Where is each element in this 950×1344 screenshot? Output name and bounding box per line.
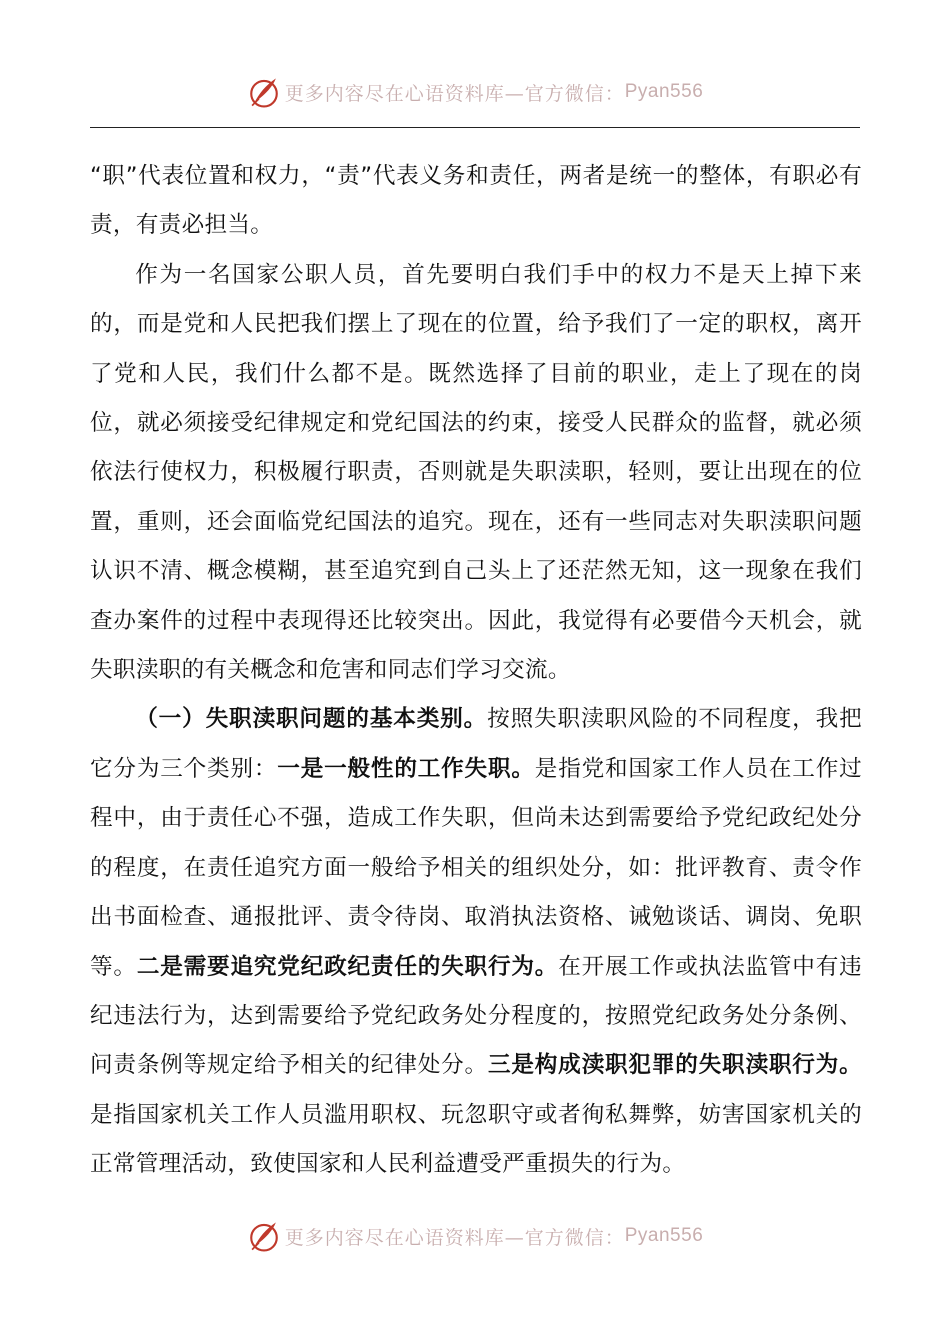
watermark-text: 更多内容尽在心语资料库—官方微信： — [284, 1226, 625, 1249]
quill-logo-icon — [247, 75, 281, 109]
text-run: 是指党和国家工作人员在工作过程中，由于责任心不强，造成工作失职，但尚未达到需要给予党纪政纪处分的程度，在责任追究方面一般给予相关的组织处分，如：批评教育、责令作出书面检查、通报批评、责令待岗、取消执法资格、诫勉谈话、调岗、免职等。 — [90, 755, 862, 980]
text-run: 按照失职渎职风险的不同程度，我把它分为三个类别： — [90, 706, 862, 782]
document-body — [90, 152, 862, 1190]
bold-phrase: 二是需要追究党纪政纪责任的失职行为。 — [136, 953, 559, 980]
text-run: 在开展工作或执法监管中有违纪违法行为，达到需要给予党纪政务处分程度的，按照党纪政务处分条例、问责条例等规定给予相关的纪律处分。 — [90, 953, 863, 1079]
paragraph — [90, 152, 862, 251]
bold-phrase: 三是构成渎职犯罪的失职渎职行为。 — [487, 1052, 862, 1079]
header-watermark — [0, 72, 950, 112]
quill-logo-icon — [247, 1219, 281, 1253]
section-heading: （一）失职渎职问题的基本类别。 — [135, 706, 488, 733]
text-run: 作为一名国家公职人员，首先要明白我们手中的权力不是天上掉下来的，而是党和人民把我们摆上了现在的位置，给予我们了一定的职权，离开了党和人民，我们什么都不是。既然选择了目前的职业，走上了现在的岗位，就必须接受纪律规定和党纪国法的约束，接受人民群众的监督，就必须依法行使权力，积极履行职责，否则就是失职渎职，轻则，要让出现在的位置，重则，还会面临党纪国法的追究。现在，还有一些同志对失职渎职问题认识不清、概念模糊，甚至追究到自己头上了还茫然无知，这一现象在我们查办案件的过程中表现得还比较突出。因此，我觉得有必要借今天机会，就失职渎职的有关概念和危害和同志们学习交流。 — [90, 261, 862, 684]
watermark-text: 更多内容尽在心语资料库—官方微信： — [284, 82, 625, 105]
footer-watermark — [0, 1216, 950, 1256]
paragraph — [90, 251, 862, 696]
text-run: “职”代表位置和权力，“责”代表义务和责任，两者是统一的整体，有职必有责，有责必担当。 — [90, 163, 862, 239]
bold-phrase: 一是一般性的工作失职。 — [277, 755, 535, 782]
text-run: 是指国家机关工作人员滥用职权、玩忽职守或者徇私舞弊，妨害国家机关的正常管理活动，致使国家和人民利益遭受严重损失的行为。 — [90, 1101, 862, 1178]
wechat-id: Pyan556 — [624, 81, 704, 102]
header-divider — [90, 127, 860, 128]
paragraph — [90, 695, 862, 1189]
wechat-id: Pyan556 — [624, 1225, 704, 1246]
